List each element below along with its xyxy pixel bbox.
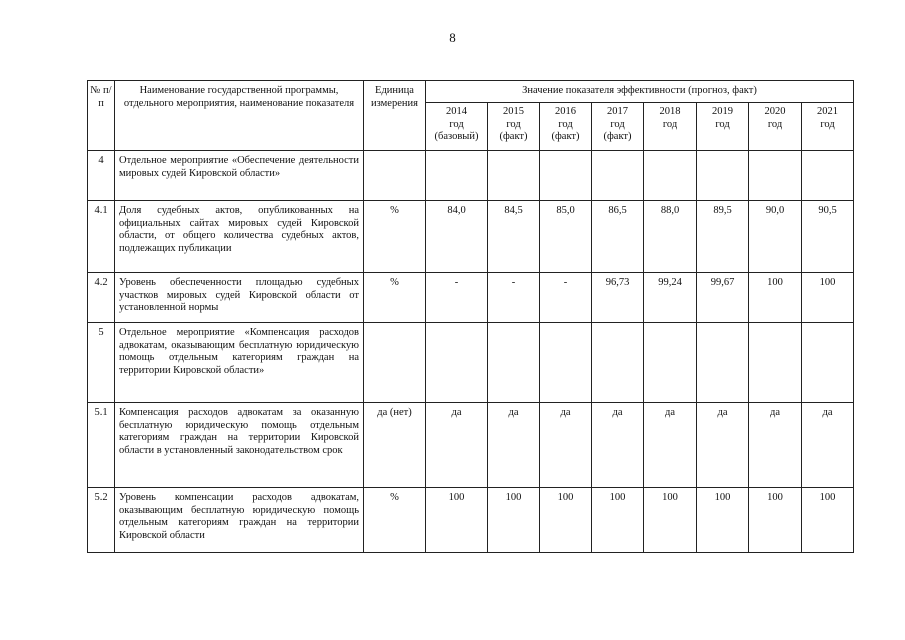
header-year-line: год [715,118,730,130]
row-value [426,323,488,403]
row-value [488,151,540,201]
row-value: - [540,273,592,323]
header-year-line: 2020 [764,106,786,117]
row-value: да [426,403,488,488]
row-unit: % [364,273,426,323]
header-year-line: (базовый) [434,131,479,142]
header-year [697,103,749,151]
header-year-line: 2021 [817,106,838,117]
header-year-line: (факт) [551,131,580,142]
header-year-line: (факт) [603,131,632,142]
row-number: 4 [88,151,115,201]
row-value: 90,0 [749,201,802,273]
header-year-line: год [610,118,625,130]
header-year-line: год [449,118,464,130]
header-year [540,103,592,151]
row-value [802,323,854,403]
header-year-line: 2018 [659,106,681,117]
row-value [697,323,749,403]
row-unit: % [364,201,426,273]
row-unit: % [364,488,426,553]
row-value: да [644,403,697,488]
indicator-table [87,80,854,553]
row-value: 84,0 [426,201,488,273]
row-unit [364,323,426,403]
row-value: 100 [749,488,802,553]
row-value: - [488,273,540,323]
header-year-line: год [767,118,783,130]
row-value: 100 [802,488,854,553]
row-value [644,323,697,403]
table-row [88,403,854,488]
header-year-line: год [506,118,521,130]
row-number: 4.1 [88,201,115,273]
row-value: да [540,403,592,488]
header-year-line: год [662,118,678,130]
row-name: Уровень компенсации расходов адвокатам, оказывающим бесплатную юридическую помощь отдельным категориям граждан на территории Кировской области [115,488,364,553]
table-row [88,323,854,403]
row-value [697,151,749,201]
row-number: 4.2 [88,273,115,323]
row-value: 84,5 [488,201,540,273]
header-year-line: 2014 [446,106,467,117]
row-value: 90,5 [802,201,854,273]
row-value: 96,73 [592,273,644,323]
row-name: Отдельное мероприятие «Компенсация расходов адвокатам, оказывающим бесплатную юридическую помощь отдельным категориям граждан на территории Кировской области» [115,323,364,403]
row-value: да [802,403,854,488]
table-row [88,273,854,323]
row-value [802,151,854,201]
row-value: да [749,403,802,488]
row-value: да [592,403,644,488]
row-value: 100 [426,488,488,553]
row-value: 100 [644,488,697,553]
header-year-line: (факт) [499,131,528,142]
table-row [88,201,854,273]
header-year-line: 2019 [712,106,733,117]
row-value: 99,24 [644,273,697,323]
row-value [540,151,592,201]
header-unit: Единица измерения [364,81,426,151]
header-year-line: 2015 [503,106,524,117]
header-year-line: год [820,118,835,130]
header-year-line: 2017 [607,106,628,117]
header-year [426,103,488,151]
row-value [749,323,802,403]
table-row [88,151,854,201]
row-name: Отдельное мероприятие «Обеспечение деятельности мировых судей Кировской области» [115,151,364,201]
row-number: 5 [88,323,115,403]
row-value: 100 [802,273,854,323]
header-year-line: 2016 [555,106,576,117]
row-value: 100 [592,488,644,553]
row-value: 86,5 [592,201,644,273]
row-value: да [488,403,540,488]
row-value [426,151,488,201]
row-value: 88,0 [644,201,697,273]
page-number: 8 [449,30,456,45]
row-unit: да (нет) [364,403,426,488]
row-value: 99,67 [697,273,749,323]
header-num: № п/п [88,81,115,151]
row-name: Доля судебных актов, опубликованных на официальных сайтах мировых судей Кировской области, от общего количества судебных актов, подлежащих публикации [115,201,364,273]
header-year [749,103,802,151]
header-year-line: год [558,118,573,130]
row-name: Уровень обеспеченности площадью судебных участков мировых судей Кировской области от установленной нормы [115,273,364,323]
row-value [540,323,592,403]
header-year [802,103,854,151]
row-value: 100 [540,488,592,553]
row-value [592,151,644,201]
row-value: 100 [749,273,802,323]
row-value [644,151,697,201]
table-row [88,488,854,553]
row-value [749,151,802,201]
row-value [488,323,540,403]
row-value [592,323,644,403]
row-value: да [697,403,749,488]
row-name: Компенсация расходов адвокатам за оказанную бесплатную юридическую помощь отдельным категориям граждан на территории Кировской области в установленный законодательством срок [115,403,364,488]
header-year [644,103,697,151]
row-value: 85,0 [540,201,592,273]
row-value: 89,5 [697,201,749,273]
row-unit [364,151,426,201]
header-year [592,103,644,151]
row-number: 5.2 [88,488,115,553]
row-value: 100 [488,488,540,553]
header-year [488,103,540,151]
row-number: 5.1 [88,403,115,488]
row-value: - [426,273,488,323]
header-values-group: Значение показателя эффективности (прогноз, факт) [426,81,854,103]
row-value: 100 [697,488,749,553]
header-name: Наименование государственной программы, отдельного мероприятия, наименование показателя [115,81,364,151]
